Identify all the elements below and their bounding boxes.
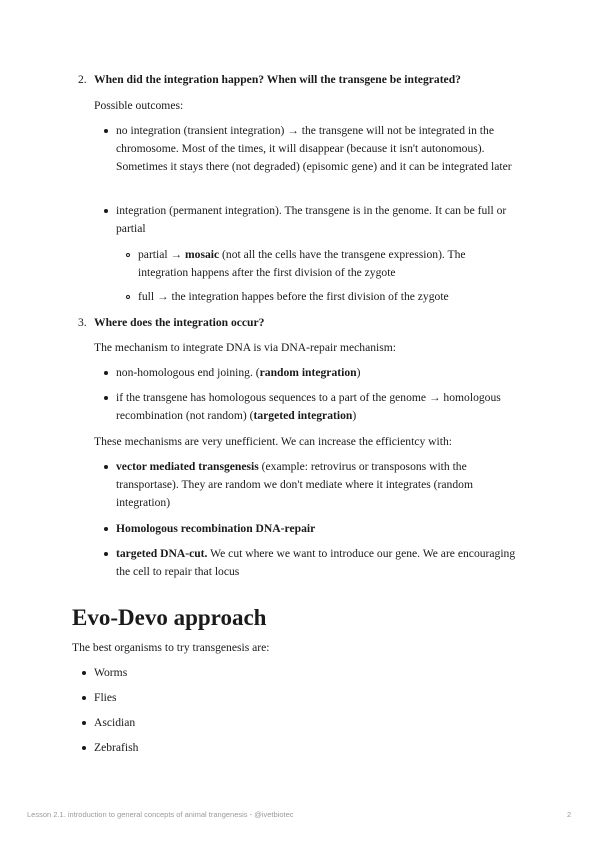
- targeted-cut-term: targeted DNA-cut.: [116, 547, 208, 560]
- bullet-dot: [104, 209, 108, 213]
- section-heading: Evo-Devo approach: [72, 605, 267, 630]
- sub-bullet-circle: [126, 295, 130, 299]
- outcome-full: full → the integration happes before the first division of the zygote: [138, 290, 449, 303]
- method-targeted-cut: targeted DNA-cut. We cut where we want to introduce our gene. We are encouraging the cell to repair that locus: [116, 547, 516, 578]
- targeted-integration-term: targeted integration: [253, 409, 353, 422]
- list-number-2: 2.: [78, 73, 87, 86]
- organism-item: Zebrafish: [94, 741, 139, 754]
- organism-item: Flies: [94, 691, 117, 704]
- bullet-dot: [104, 129, 108, 133]
- method-vector-mediated: vector mediated transgenesis (example: retrovirus or transposons with the transportase). They are random we don't mediate where it integrates (random integration): [116, 460, 473, 509]
- bullet-dot: [82, 696, 86, 700]
- bullet-dot: [104, 396, 108, 400]
- question-3-heading: Where does the integration occur?: [94, 316, 265, 329]
- mosaic-term: mosaic: [185, 248, 220, 261]
- method-homologous-repair: Homologous recombination DNA-repair: [116, 522, 316, 535]
- bullet-dot: [104, 527, 108, 531]
- outcome-integration: integration (permanent integration). The transgene is in the genome. It can be full or partial: [116, 204, 507, 235]
- footer-title: Lesson 2.1. introduction to general concepts of animal trangenesis - @ivetbiotec: [27, 810, 294, 819]
- bullet-dot: [82, 671, 86, 675]
- bullet-dot: [82, 721, 86, 725]
- organism-item: Worms: [94, 666, 128, 679]
- organisms-intro: The best organisms to try transgenesis are:: [72, 641, 270, 654]
- possible-outcomes-label: Possible outcomes:: [94, 99, 184, 112]
- mechanism-nhej: non-homologous end joining. (random integration): [116, 366, 361, 379]
- mechanism-intro: The mechanism to integrate DNA is via DNA-repair mechanism:: [94, 341, 396, 354]
- bullet-dot: [104, 371, 108, 375]
- bullet-dot: [104, 465, 108, 469]
- page-number: 2: [567, 810, 572, 819]
- outcome-partial: partial → mosaic (not all the cells have the transgene expression). The integration happens after the first division of the zygote: [138, 248, 466, 279]
- list-number-3: 3.: [78, 316, 87, 329]
- sub-bullet-circle: [126, 253, 130, 257]
- bullet-dot: [104, 552, 108, 556]
- random-integration-term: random integration: [259, 366, 357, 379]
- mechanism-homologous: if the transgene has homologous sequences to a part of the genome → homologous recombination (not random) (targeted integration): [116, 391, 501, 422]
- outcome-no-integration: no integration (transient integration) → the transgene will not be integrated in the chromosome. Most of the times, it will disappear (because it isn't autonomous). Sometimes it stays there (not degraded) (episomic gene) and it can be integrated later: [116, 124, 512, 173]
- question-2-heading: When did the integration happen? When will the transgene be integrated?: [94, 73, 461, 86]
- vector-mediated-term: vector mediated transgenesis: [116, 460, 259, 473]
- efficiency-paragraph: These mechanisms are very unefficient. We can increase the efficientcy with:: [94, 435, 452, 448]
- bullet-dot: [82, 746, 86, 750]
- organism-item: Ascidian: [94, 716, 136, 729]
